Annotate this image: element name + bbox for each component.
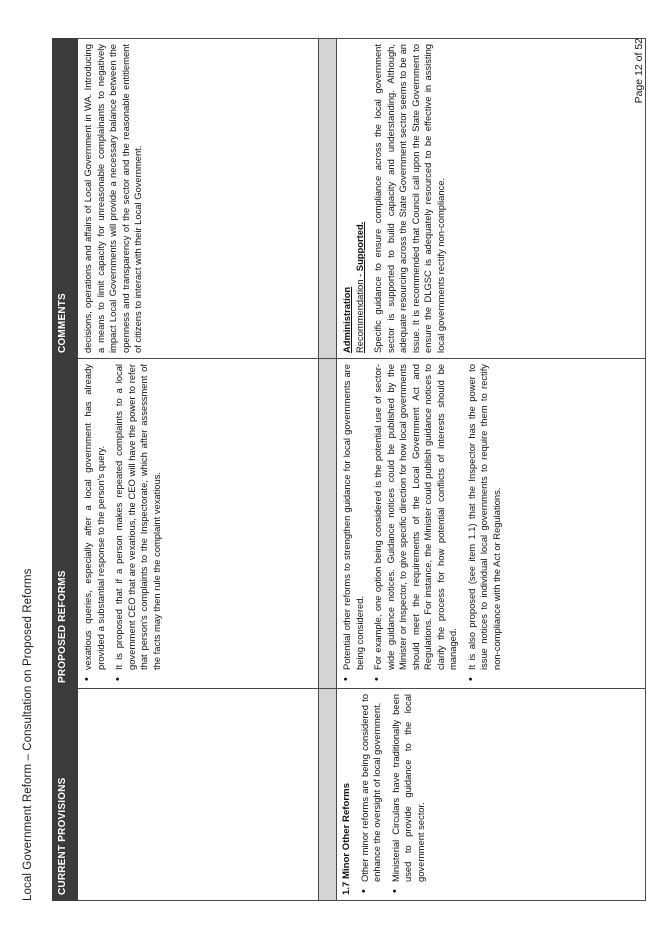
section-title-minor-other-reforms: 1.7 Minor Other Reforms bbox=[341, 783, 352, 895]
cell-comments-row2 bbox=[337, 39, 646, 359]
recommendation-value: Supported. bbox=[353, 221, 365, 272]
list-item: • It is proposed that if a person makes repeated complaints to a local government CEO that are vexatious, the CEO will have the power to refer that person's complaints to the Inspectorate, which after assessment of the facts may then rule the complaint vexatious. bbox=[113, 364, 163, 670]
recommendation-label: Recommendation - bbox=[353, 271, 365, 353]
cell-proposed-reforms-row2 bbox=[337, 359, 646, 689]
list-item: • Ministerial Circulars have traditionally been used to provide guidance to the local government sector. bbox=[390, 694, 428, 882]
list-item: • It is also proposed (see item 1.1) that the Inspector has the power to issue notices to individual local governments to require them to rectify non-compliance with the Act or Regulations. bbox=[466, 364, 504, 670]
cell-proposed-reforms-row1 bbox=[78, 359, 319, 689]
list-item: • For example, one option being considered is the potential use of sector-wide guidance notices. Guidance notices could be published by the Minister or Inspector, to give specific direction for how local governments should meet the requirements of the Local Government Act and Regulations. For instance, the Minister could publish guidance notices to clarify the process for how potential conflicts of interests should be managed. bbox=[372, 364, 460, 670]
comments-paragraph: Specific guidance to ensure compliance across the local government sector is supported to build capacity and understanding. Although, adequate resourcing across the State Government sector seems to be an issue. It is recommended that Council call upon the State Government to ensure the DLGSC is adequately resourced to be effective in assisting local governments rectify non-compliance. bbox=[372, 44, 446, 353]
current-provisions-bullet-list-row2 bbox=[359, 694, 428, 895]
table-body bbox=[78, 39, 646, 901]
reform-comparison-table bbox=[52, 38, 646, 901]
table-section-spacer-row bbox=[319, 39, 337, 901]
spacer-cell-comments bbox=[319, 39, 337, 359]
proposed-reforms-bullet-list-row2 bbox=[341, 364, 503, 683]
column-header-current-provisions: CURRENT PROVISIONS bbox=[53, 689, 78, 901]
table-row bbox=[337, 39, 646, 901]
spacer-cell-proposed bbox=[319, 359, 337, 689]
page-footer-number: Page 12 of 52 bbox=[633, 38, 645, 104]
cell-comments-row1 bbox=[78, 39, 319, 359]
table-header-row bbox=[53, 39, 78, 901]
table-header bbox=[53, 39, 78, 901]
cell-current-provisions-row2 bbox=[337, 689, 646, 901]
column-header-comments: COMMENTS bbox=[53, 39, 78, 359]
document-header-title: Local Government Reform – Consultation on Proposed Reforms bbox=[22, 568, 34, 901]
comments-recommendation-line bbox=[354, 44, 367, 353]
column-header-proposed-reforms: PROPOSED REFORMS bbox=[53, 359, 78, 689]
list-item: • Other minor reforms are being considered to enhance the oversight of local government. bbox=[359, 694, 384, 882]
spacer-cell-current bbox=[319, 689, 337, 901]
comments-heading-administration: Administration bbox=[341, 286, 352, 353]
table-row bbox=[78, 39, 319, 901]
comments-paragraph: decisions, operations and affairs of Local Government in WA. Introducing a means to limit capacity for unreasonable complainants to negatively impact Local Governments will provide a necessary balance between the openness and transparency of the sector and the reasonable entitlement of citizens to interact with their Local Government. bbox=[82, 44, 143, 353]
list-item: • Potential other reforms to strengthen guidance for local governments are being considered. bbox=[341, 364, 366, 670]
proposed-reforms-bullet-list-row1 bbox=[82, 364, 163, 683]
cell-current-provisions-row1 bbox=[78, 689, 319, 901]
list-item: • vexatious queries, especially after a local government has already provided a substantial response to the person's query. bbox=[82, 364, 107, 670]
